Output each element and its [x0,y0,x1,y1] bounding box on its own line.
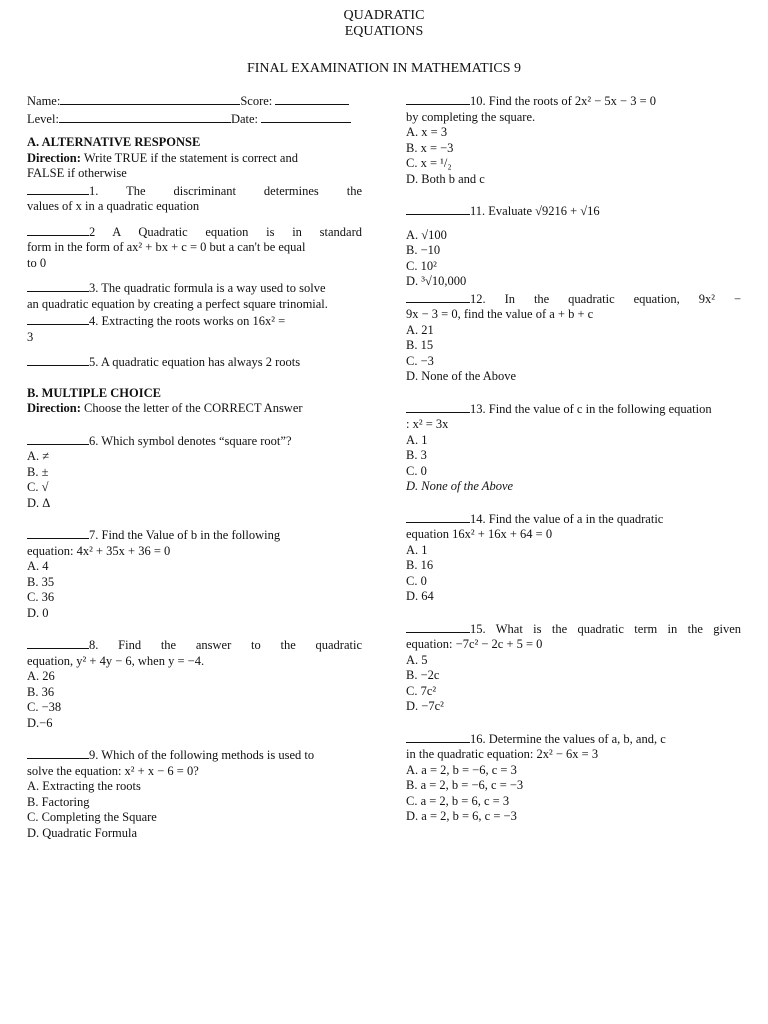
answer-blank[interactable] [406,620,470,633]
question-7-cont: equation: 4x² + 35x + 36 = 0 [27,543,171,558]
question-text: Evaluate √9216 + √16 [488,204,600,218]
answer-blank[interactable] [27,353,89,366]
option-a: A. Extracting the roots [27,779,141,793]
option-d: D. None of the Above [406,479,514,493]
question-text: Find the roots of 2x² − 5x − 3 = 0 [488,94,657,108]
item-number: 7. [89,528,99,542]
answer-blank[interactable] [27,432,89,445]
option-b: B. 15 [406,338,434,352]
option-b: B. 16 [406,558,434,572]
answer-blank[interactable] [406,92,470,105]
answer-blank[interactable] [27,746,89,759]
option-a: A. 26 [27,669,55,683]
option-b: B. 36 [27,684,55,699]
question-10 [406,92,741,110]
option-b: B. −2c [406,668,440,682]
question-12 [406,290,741,308]
option-d: D. ³√10,000 [406,274,467,288]
question-text: Find the answer to the quadratic [118,638,363,652]
question-text: Which of the following methods is used to [101,748,315,762]
item-number: 4. [89,314,99,328]
option-a: A. a = 2, b = −6, c = 3 [406,762,517,777]
option-a: A. ≠ [27,449,50,463]
question-text: Find the value of c in the following equation [488,401,712,416]
question-14 [406,510,741,528]
answer-blank[interactable] [27,526,89,539]
score-field[interactable] [275,92,349,105]
option-d: D. 0 [27,605,49,620]
option-c: C. Completing the Square [27,810,157,824]
level-date-row [27,110,362,128]
item-text: A quadratic equation has always 2 roots [100,355,301,369]
answer-blank[interactable] [406,510,470,523]
option-b: B. Factoring [27,794,90,809]
answer-blank[interactable] [27,312,89,325]
answer-blank[interactable] [27,223,89,236]
option-a: A. 5 [406,652,428,667]
item-number: 16. [470,731,486,746]
question-11 [406,202,741,220]
direction-text: Write TRUE if the statement is correct and [83,150,298,165]
level-label: Level: [27,111,59,126]
item-2-cont: form in the form of ax² + bx + c = 0 but a can't be equal [27,240,306,254]
item-4 [27,312,362,330]
item-number: 11. [470,204,486,218]
option-b: B. −10 [406,243,441,257]
option-a: A. 21 [406,322,434,337]
question-15 [406,620,741,638]
item-1-cont: values of x in a quadratic equation [27,199,200,213]
question-text: Determine the values of a, b, and, c [488,731,666,746]
question-7 [27,526,362,544]
question-15-cont: equation: −7c² − 2c + 5 = 0 [406,637,543,651]
question-10-cont: by completing the square. [406,109,536,124]
option-c: C. −3 [406,353,434,368]
title-line-2: EQUATIONS [344,24,424,39]
question-8-cont: equation, y² + 4y − 6, when y = −4. [27,653,205,668]
option-c: C. 0 [406,463,427,478]
direction-text-cont: FALSE if otherwise [27,166,127,180]
option-a: A. x = 3 [406,125,448,139]
direction-label: Direction: [27,401,81,415]
question-8 [27,636,362,654]
option-d: D. None of the Above [406,369,517,383]
name-label: Name: [27,94,61,108]
item-1 [27,182,362,200]
exam-title: FINAL EXAMINATION IN MATHEMATICS 9 [246,61,522,76]
option-c: C. √ [27,480,49,494]
item-number: 8. [89,638,99,652]
option-c: C. a = 2, b = 6, c = 3 [406,793,510,808]
title-line-1: QUADRATIC [343,8,425,23]
option-b: B. ± [27,464,49,479]
answer-blank[interactable] [27,182,89,195]
option-d: D. Both b and c [406,171,485,186]
answer-blank[interactable] [27,279,89,292]
question-text: Which symbol denotes “square root”? [101,433,292,448]
option-c: C. 7c² [406,683,437,698]
option-b: B. a = 2, b = −6, c = −3 [406,778,524,792]
item-3 [27,279,362,297]
question-text: In the quadratic equation, 9x² − [504,291,741,306]
option-d: D. Quadratic Formula [27,825,138,840]
answer-blank[interactable] [406,290,470,303]
item-text: Extracting the roots works on 16x² = [101,314,286,328]
option-a: A. √100 [406,227,447,242]
item-2 [27,223,362,241]
answer-blank[interactable] [406,730,470,743]
direction-label: Direction: [27,150,81,165]
name-field[interactable] [60,92,240,105]
item-text: The discriminant determines the [126,183,362,198]
option-b: B. 35 [27,574,55,589]
option-c: C. 10² [406,258,437,273]
question-13-cont: : x² = 3x [406,417,449,431]
option-d: D.−6 [27,715,53,730]
section-b-heading: B. MULTIPLE CHOICE [27,385,161,400]
item-number: 6. [89,433,99,448]
option-c: C. −38 [27,700,62,714]
item-number: 2 [89,224,96,239]
question-6 [27,432,362,450]
item-number: 12. [470,291,486,306]
section-a-direction [27,151,362,167]
answer-blank[interactable] [406,400,470,413]
right-column [406,92,741,825]
question-9 [27,746,362,764]
question-9-cont: solve the equation: x² + x − 6 = 0? [27,763,199,778]
question-text: Find the value of a in the quadratic [488,511,664,526]
question-text: What is the quadratic term in the given [495,621,741,636]
item-number: 10. [470,94,486,108]
option-c: C. x = ¹/₂ [406,156,452,170]
question-12-cont: 9x − 3 = 0, find the value of a + b + c [406,307,594,321]
item-number: 3. [89,281,99,295]
item-number: 1. [89,183,99,198]
option-d: D. Δ [27,495,51,510]
option-a: A. 1 [406,542,428,557]
option-b: B. 3 [406,448,427,462]
item-2-cont2: to 0 [27,255,47,270]
item-text: The quadratic formula is a way used to solve [101,281,326,295]
item-5 [27,353,362,371]
item-number: 15. [470,621,486,636]
question-16-cont: in the quadratic equation: 2x² − 6x = 3 [406,747,599,761]
question-14-cont: equation 16x² + 16x + 64 = 0 [406,527,553,541]
question-13 [406,400,741,418]
answer-blank[interactable] [27,636,89,649]
question-text: Find the Value of b in the following [101,528,281,542]
item-number: 14. [470,511,486,526]
option-a: A. 1 [406,432,428,447]
question-16 [406,730,741,748]
answer-blank[interactable] [406,202,470,215]
item-text: A Quadratic equation is in standard [112,224,362,239]
document-header [0,8,768,40]
item-number: 5. [89,355,99,369]
option-d: D. −7c² [406,699,444,713]
name-score-row [27,92,362,110]
section-b-direction [27,401,362,417]
direction-text: Choose the letter of the CORRECT Answer [84,401,303,415]
date-label: Date: [230,111,259,126]
date-field[interactable] [261,110,351,123]
option-c: C. 36 [27,590,55,604]
score-label: Score: [240,94,273,108]
section-a-heading: A. ALTERNATIVE RESPONSE [27,135,201,149]
option-a: A. 4 [27,559,49,573]
left-column [27,92,362,841]
level-field[interactable] [59,110,231,123]
option-d: D. 64 [406,589,434,603]
option-b: B. x = −3 [406,140,454,155]
option-d: D. a = 2, b = 6, c = −3 [406,809,517,823]
item-4-cont: 3 [27,329,34,344]
item-3-cont: an quadratic equation by creating a perfect square trinomial. [27,296,328,311]
item-number: 13. [470,401,486,416]
item-number: 9. [89,748,99,762]
option-c: C. 0 [406,573,427,588]
